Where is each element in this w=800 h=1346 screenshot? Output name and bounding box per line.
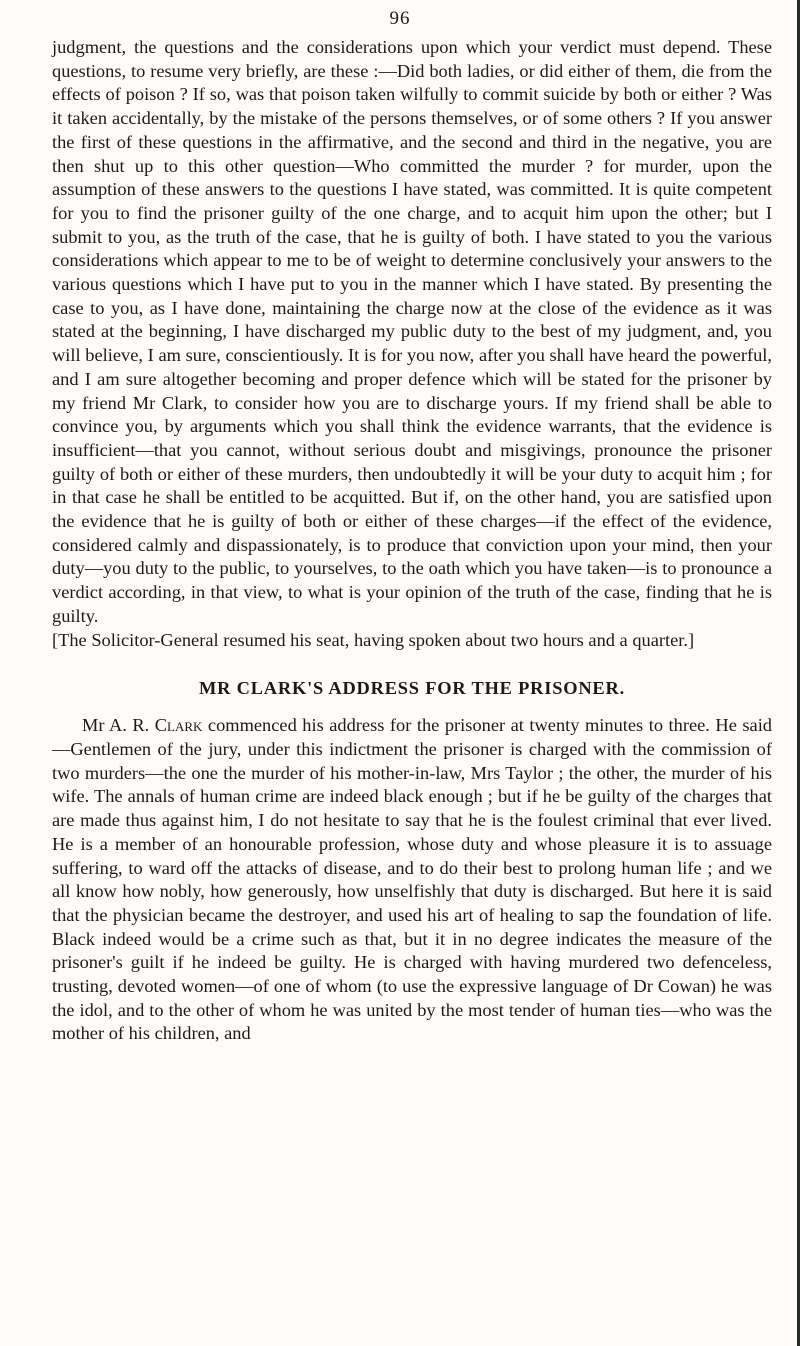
page-number: 96: [389, 8, 411, 29]
body-text: [52, 36, 772, 1046]
paragraph-verdict-questions: judgment, the questions and the considerations upon which your verdict must depend. These questions, to resume very briefly, are these :—Did both ladies, or did either of them, die from the effects of poison ? If so, was that poison taken wilfully to commit suicide by both or either ? Was it taken accidentally, by the mistake of the persons themselves, or of some others ? If you answer the first of these questions in the affirmative, and the second and third in the negative, you are then shut up to this other question—Who committed the murder ? for murder, upon the assumption of these answers to the questions I have stated, was committed. It is quite competent for you to find the prisoner guilty of the one charge, and to acquit him upon the other; but I submit to you, as the truth of the case, that he is guilty of both. I have stated to you the various considerations which appear to me to be of weight to determine conclusively your answers to the various questions which I have put to you in the manner which I have stated. By presenting the case to you, as I have done, maintaining the charge now at the close of the evidence as it was stated at the beginning, I have discharged my public duty to the best of my judgment, and, you will believe, I am sure, conscientiously. It is for you now, after you shall have heard the powerful, and I am sure altogether becoming and proper defence which will be stated for the prisoner by my friend Mr Clark, to consider how you are to discharge yours. If my friend shall be able to convince you, by arguments which you shall think the evidence warrants, that the evidence is insufficient—that you cannot, without serious doubt and misgivings, pronounce the prisoner guilty of both or either of these murders, then undoubtedly it will be your duty to acquit him ; for in that case he shall be entitled to be acquitted. But if, on the other hand, you are satisfied upon the evidence that he is guilty of both or either of these charges—if the effect of the evidence, considered calmly and dispassionately, is to produce that conviction upon your mind, then your duty—you duty to the public, to yourselves, to the oath which you have taken—is to pronounce a verdict according, in that view, to what is your opinion of the truth of the case, finding that he is guilty.: [52, 37, 772, 626]
paragraph-clark-text: commenced his address for the prisoner at twenty minutes to three. He said—Gentlemen of the jury, under this indictment the prisoner is charged with the commission of two murders—the one the murder of his mother-in-law, Mrs Taylor ; the other, the murder of his wife. The annals of human crime are indeed black enough ; but if he be guilty of the charges that are made thus against him, I do not hesitate to say that he is the foulest criminal that ever lived. He is a member of an honourable profession, whose duty and whose pleasure it is to assuage suffering, to ward off the attacks of disease, and to do their best to prolong human life ; and we all know how nobly, how generously, how unselfishly that duty is discharged. But here it is said that the physician became the destroyer, and used his art of healing to sap the foundation of life. Black indeed would be a crime such as that, but it in no degree indicates the measure of the prisoner's guilt if he indeed be guilty. He is charged with having murdered two defenceless, trusting, devoted women—of one of whom (to use the expressive language of Dr Cowan) he was the idol, and to the other of whom he was united by the most tender of human ties—who was the mother of his children, and: [52, 715, 772, 1044]
section-heading: MR CLARK'S ADDRESS FOR THE PRISONER.: [199, 678, 625, 699]
paragraph-clark-prefix: Mr A. R.: [82, 715, 155, 736]
paragraph-clark-name: Clark: [154, 715, 203, 736]
paragraph-clark-address: [52, 714, 772, 1046]
paragraph-stage-note: [The Solicitor-General resumed his seat, having spoken about two hours and a quarter.]: [52, 629, 695, 650]
